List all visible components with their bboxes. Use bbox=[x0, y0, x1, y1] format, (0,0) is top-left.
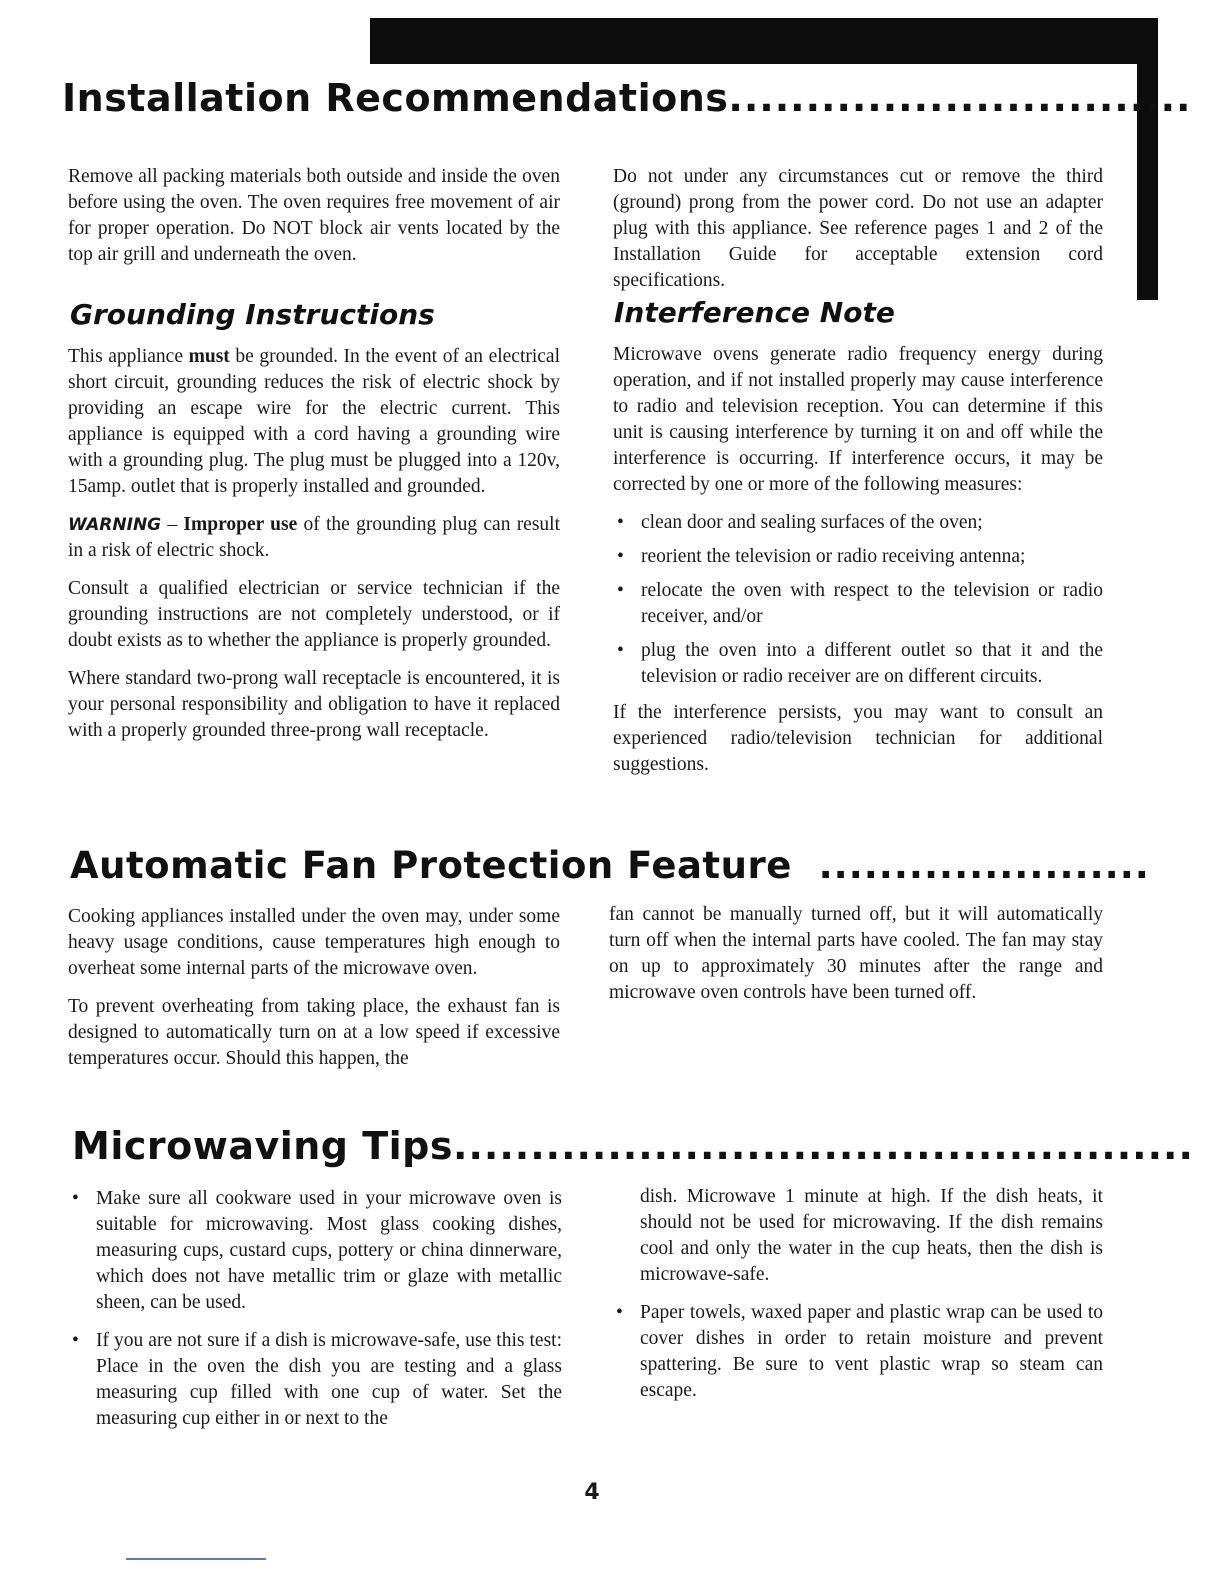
list-item: • plug the oven into a different outlet so that it and the television or radio receiver are on different circuits. bbox=[613, 638, 1103, 690]
installation-title bbox=[62, 76, 1191, 120]
warning-label: WARNING bbox=[68, 515, 162, 535]
fan-title bbox=[70, 844, 1150, 887]
tips-right-column bbox=[612, 1184, 1103, 1414]
interference-measures-list bbox=[613, 510, 1103, 690]
interference-column bbox=[613, 342, 1103, 790]
list-item: • Make sure all cookware used in your microwave oven is suitable for microwaving. Most glass cooking dishes, measuring cups, custard cups, pottery or china dinnerware, which does not have metallic trim or glaze with metallic sheen, can be used. bbox=[68, 1186, 562, 1316]
section-thumb-tab bbox=[1137, 18, 1158, 300]
fan-right-column bbox=[609, 902, 1103, 1018]
page-number: 4 bbox=[584, 1480, 600, 1505]
interference-persists-paragraph: If the interference persists, you may want to consult an experienced radio/television technician for additional suggestions. bbox=[613, 702, 1103, 775]
tips-left-column bbox=[68, 1186, 562, 1442]
title-leader-dots: ................................................ bbox=[453, 1124, 1194, 1168]
installation-left-column bbox=[68, 164, 560, 280]
grounding-column bbox=[68, 344, 560, 756]
fan-right-p1: fan cannot be manually turned off, but it will automatically turn off when the internal parts have cooled. The fan may stay on up to approximately 30 minutes after the range and microwave oven controls have been turned off. bbox=[609, 904, 1103, 1003]
interference-heading: Interference Note bbox=[614, 296, 895, 329]
consult-paragraph: Consult a qualified electrician or service technician if the grounding instructions are not completely understood, or if doubt exists as to whether the appliance is properly grounded. bbox=[68, 578, 560, 651]
list-item: • relocate the oven with respect to the television or radio receiver, and/or bbox=[613, 578, 1103, 630]
ground-prong-paragraph: Do not under any circumstances cut or remove the third (ground) prong from the power cord. Do not use an adapter plug with this appliance. See reference pages 1 and 2 of the Installation Guide for acceptable extension cord specifications. bbox=[613, 166, 1103, 291]
title-leader-dots: .............................. bbox=[728, 76, 1192, 120]
warning-dash: – bbox=[161, 514, 184, 535]
warning-paragraph bbox=[68, 512, 560, 564]
list-item: • If you are not sure if a dish is microwave-safe, use this test: Place in the oven the dish you are testing and a glass measuring cup filled with one cup of water. Set the measuring cup either in or next to the bbox=[68, 1328, 562, 1432]
grounding-heading: Grounding Instructions bbox=[70, 298, 435, 331]
tips-right-continuation: dish. Microwave 1 minute at high. If the dish heats, it should not be used for microwaving. If the dish remains cool and only the water in the cup heats, then the dish is microwave-safe. bbox=[640, 1186, 1103, 1285]
tips-left-list bbox=[68, 1186, 562, 1432]
installation-title-text: Installation Recommendations bbox=[62, 76, 729, 120]
fan-left-p2: To prevent overheating from taking place, the exhaust fan is designed to automatically turn on at a low speed if excessive temperatures occur. Should this happen, the bbox=[68, 996, 560, 1069]
installation-intro: Remove all packing materials both outside and inside the oven before using the oven. The oven requires free movement of air for proper operation. Do NOT block air vents located by the top air grill and underneath the oven. bbox=[68, 166, 560, 265]
fan-title-text: Automatic Fan Protection Feature bbox=[70, 844, 792, 887]
interference-paragraph: Microwave ovens generate radio frequency energy during operation, and if not installed properly may cause interference to radio and television reception. You can determine if this unit is causing interference by turning it on and off while the interference is occurring. If interference occurs, it may be corrected by one or more of the following measures: bbox=[613, 344, 1103, 495]
tips-title-text: Microwaving Tips bbox=[72, 1124, 454, 1168]
list-item: • Paper towels, waxed paper and plastic wrap can be used to cover dishes in order to retain moisture and prevent spattering. Be sure to vent plastic wrap so steam can escape. bbox=[612, 1300, 1103, 1404]
tips-right-list bbox=[612, 1300, 1103, 1404]
title-leader-dots: ...................... bbox=[818, 844, 1150, 887]
grounding-p1-post: be grounded. In the event of an electrical short circuit, grounding reduces the risk of electric shock by providing an escape wire for the electric current. This appliance is equipped with a cord having a grounding wire with a grounding plug. The plug must be plugged into a 120v, 15amp. outlet that is properly installed and grounded. bbox=[68, 346, 561, 497]
tips-title bbox=[72, 1124, 1194, 1168]
receptacle-paragraph: Where standard two-prong wall receptacle is encountered, it is your personal responsibility and obligation to have it replaced with a properly grounded three-prong wall receptacle. bbox=[68, 668, 560, 741]
installation-right-column bbox=[613, 164, 1103, 306]
grounding-paragraph bbox=[68, 344, 560, 500]
header-black-bar bbox=[370, 18, 1158, 64]
warning-text: of the grounding plug can result in a risk of electric shock. bbox=[68, 514, 561, 561]
fan-left-column bbox=[68, 904, 560, 1084]
grounding-p1-bold: must bbox=[188, 346, 230, 367]
grounding-p1-pre: This appliance bbox=[68, 346, 189, 367]
warning-bold: Improper use bbox=[183, 514, 298, 535]
list-item: • reorient the television or radio receiving antenna; bbox=[613, 544, 1103, 570]
footer-rule bbox=[126, 1558, 266, 1560]
fan-left-p1: Cooking appliances installed under the oven may, under some heavy usage conditions, cause temperatures high enough to overheat some internal parts of the microwave oven. bbox=[68, 906, 560, 979]
list-item: • clean door and sealing surfaces of the oven; bbox=[613, 510, 1103, 536]
